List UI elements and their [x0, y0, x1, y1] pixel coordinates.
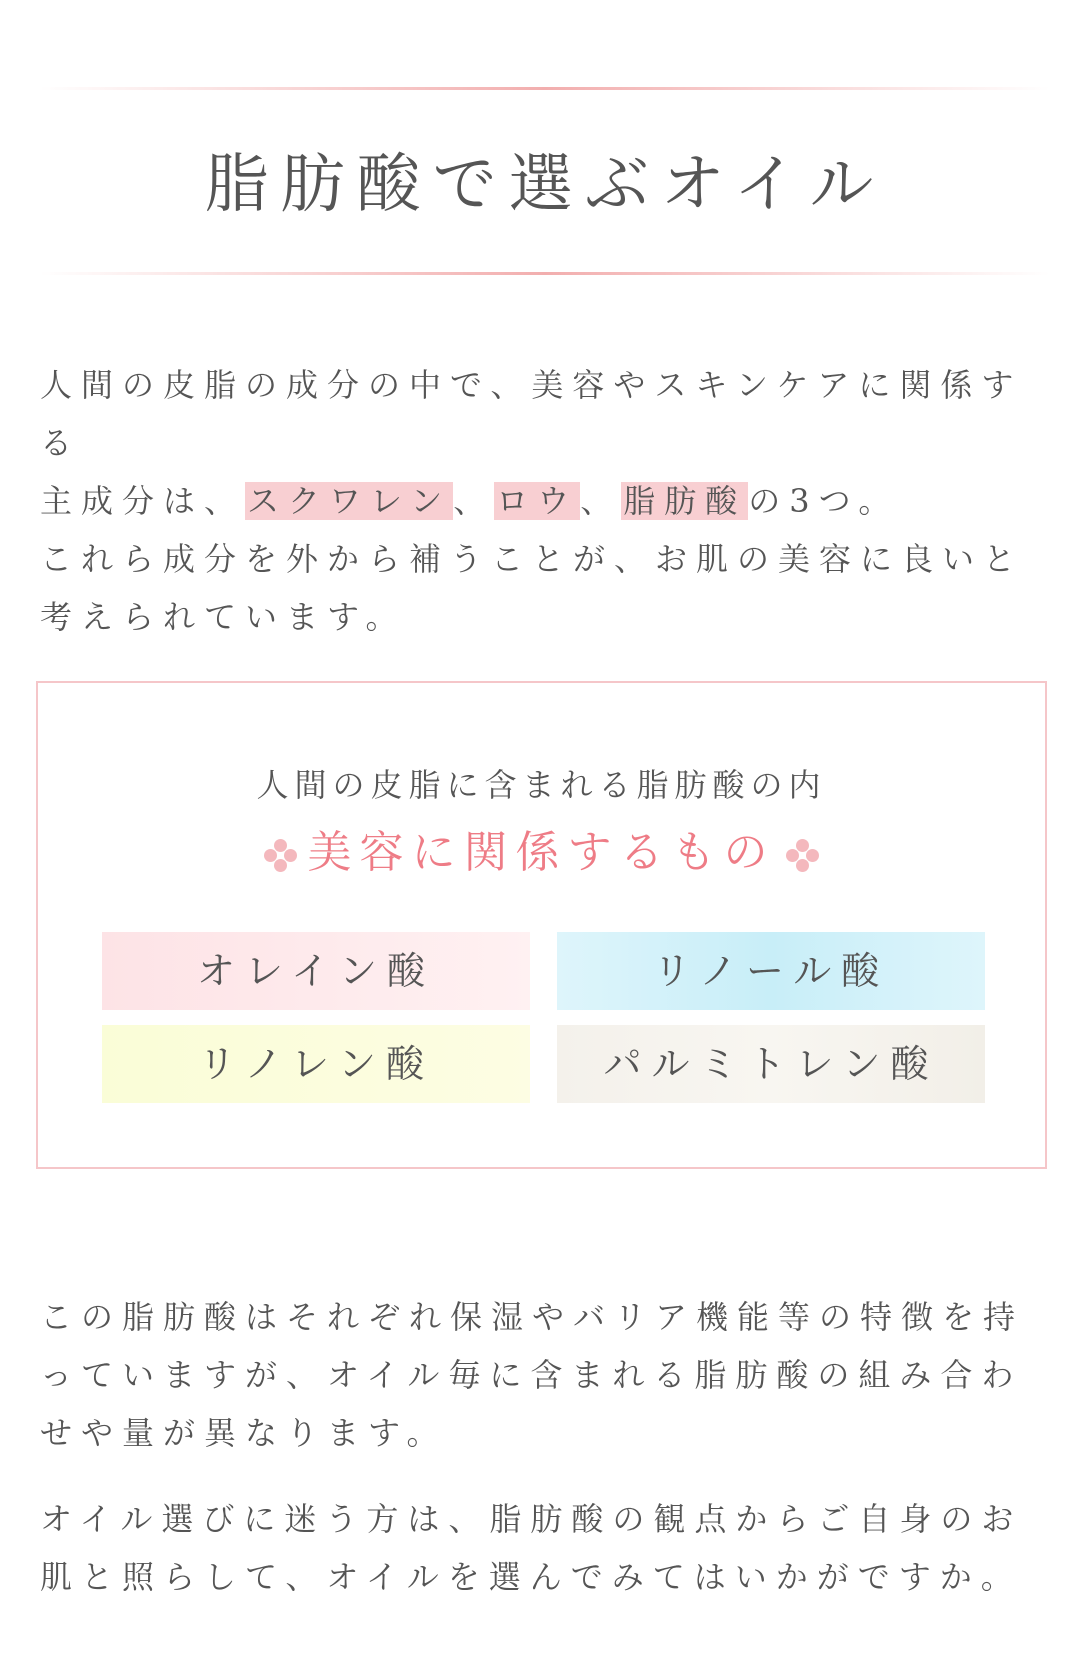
intro-line2-suffix: の3つ。 [748, 482, 900, 520]
acid-oleic: オレイン酸 [102, 932, 530, 1010]
title-bottom-divider [40, 272, 1050, 275]
page-title: 脂肪酸で選ぶオイル [204, 148, 886, 222]
highlight-wax: ロウ [496, 482, 579, 520]
body-paragraph-1: この脂肪酸はそれぞれ保湿やバリア機能等の特徴を持っていますが、オイル毎に含まれる脂肪酸の組み合わせや量が異なります。 [40, 1298, 1025, 1452]
box-subtitle: 人間の皮脂に含まれる脂肪酸の内 [256, 766, 827, 804]
title-top-divider [40, 87, 1050, 90]
intro-paragraph [40, 356, 1060, 646]
intro-line1: 人間の皮脂の成分の中で、美容やスキンケアに関係する [40, 366, 1023, 462]
highlight-squalene: スクワレン [247, 482, 452, 520]
acid-palmitoleic: パルミトレン酸 [557, 1025, 985, 1103]
acid-linoleic: リノール酸 [557, 932, 985, 1010]
box-heading-text: 美容に関係するもの [307, 827, 776, 878]
intro-line3: これら成分を外から補うことが、お肌の美容に良いと考えられています。 [40, 540, 1025, 636]
acid-linolenic: リノレン酸 [102, 1025, 530, 1103]
flower-right-icon [786, 839, 820, 873]
intro-line2-prefix: 主成分は、 [40, 482, 246, 520]
intro-separator: 、 [580, 482, 622, 520]
body-paragraph-2: オイル選びに迷う方は、脂肪酸の観点からご自身のお肌と照らして、オイルを選んでみてはいかがですか。 [40, 1500, 1023, 1596]
box-heading [38, 823, 1045, 883]
highlight-fatty-acid: 脂肪酸 [623, 482, 747, 520]
fatty-acid-box [36, 681, 1047, 1169]
intro-separator: 、 [453, 482, 495, 520]
flower-left-icon [264, 839, 298, 873]
